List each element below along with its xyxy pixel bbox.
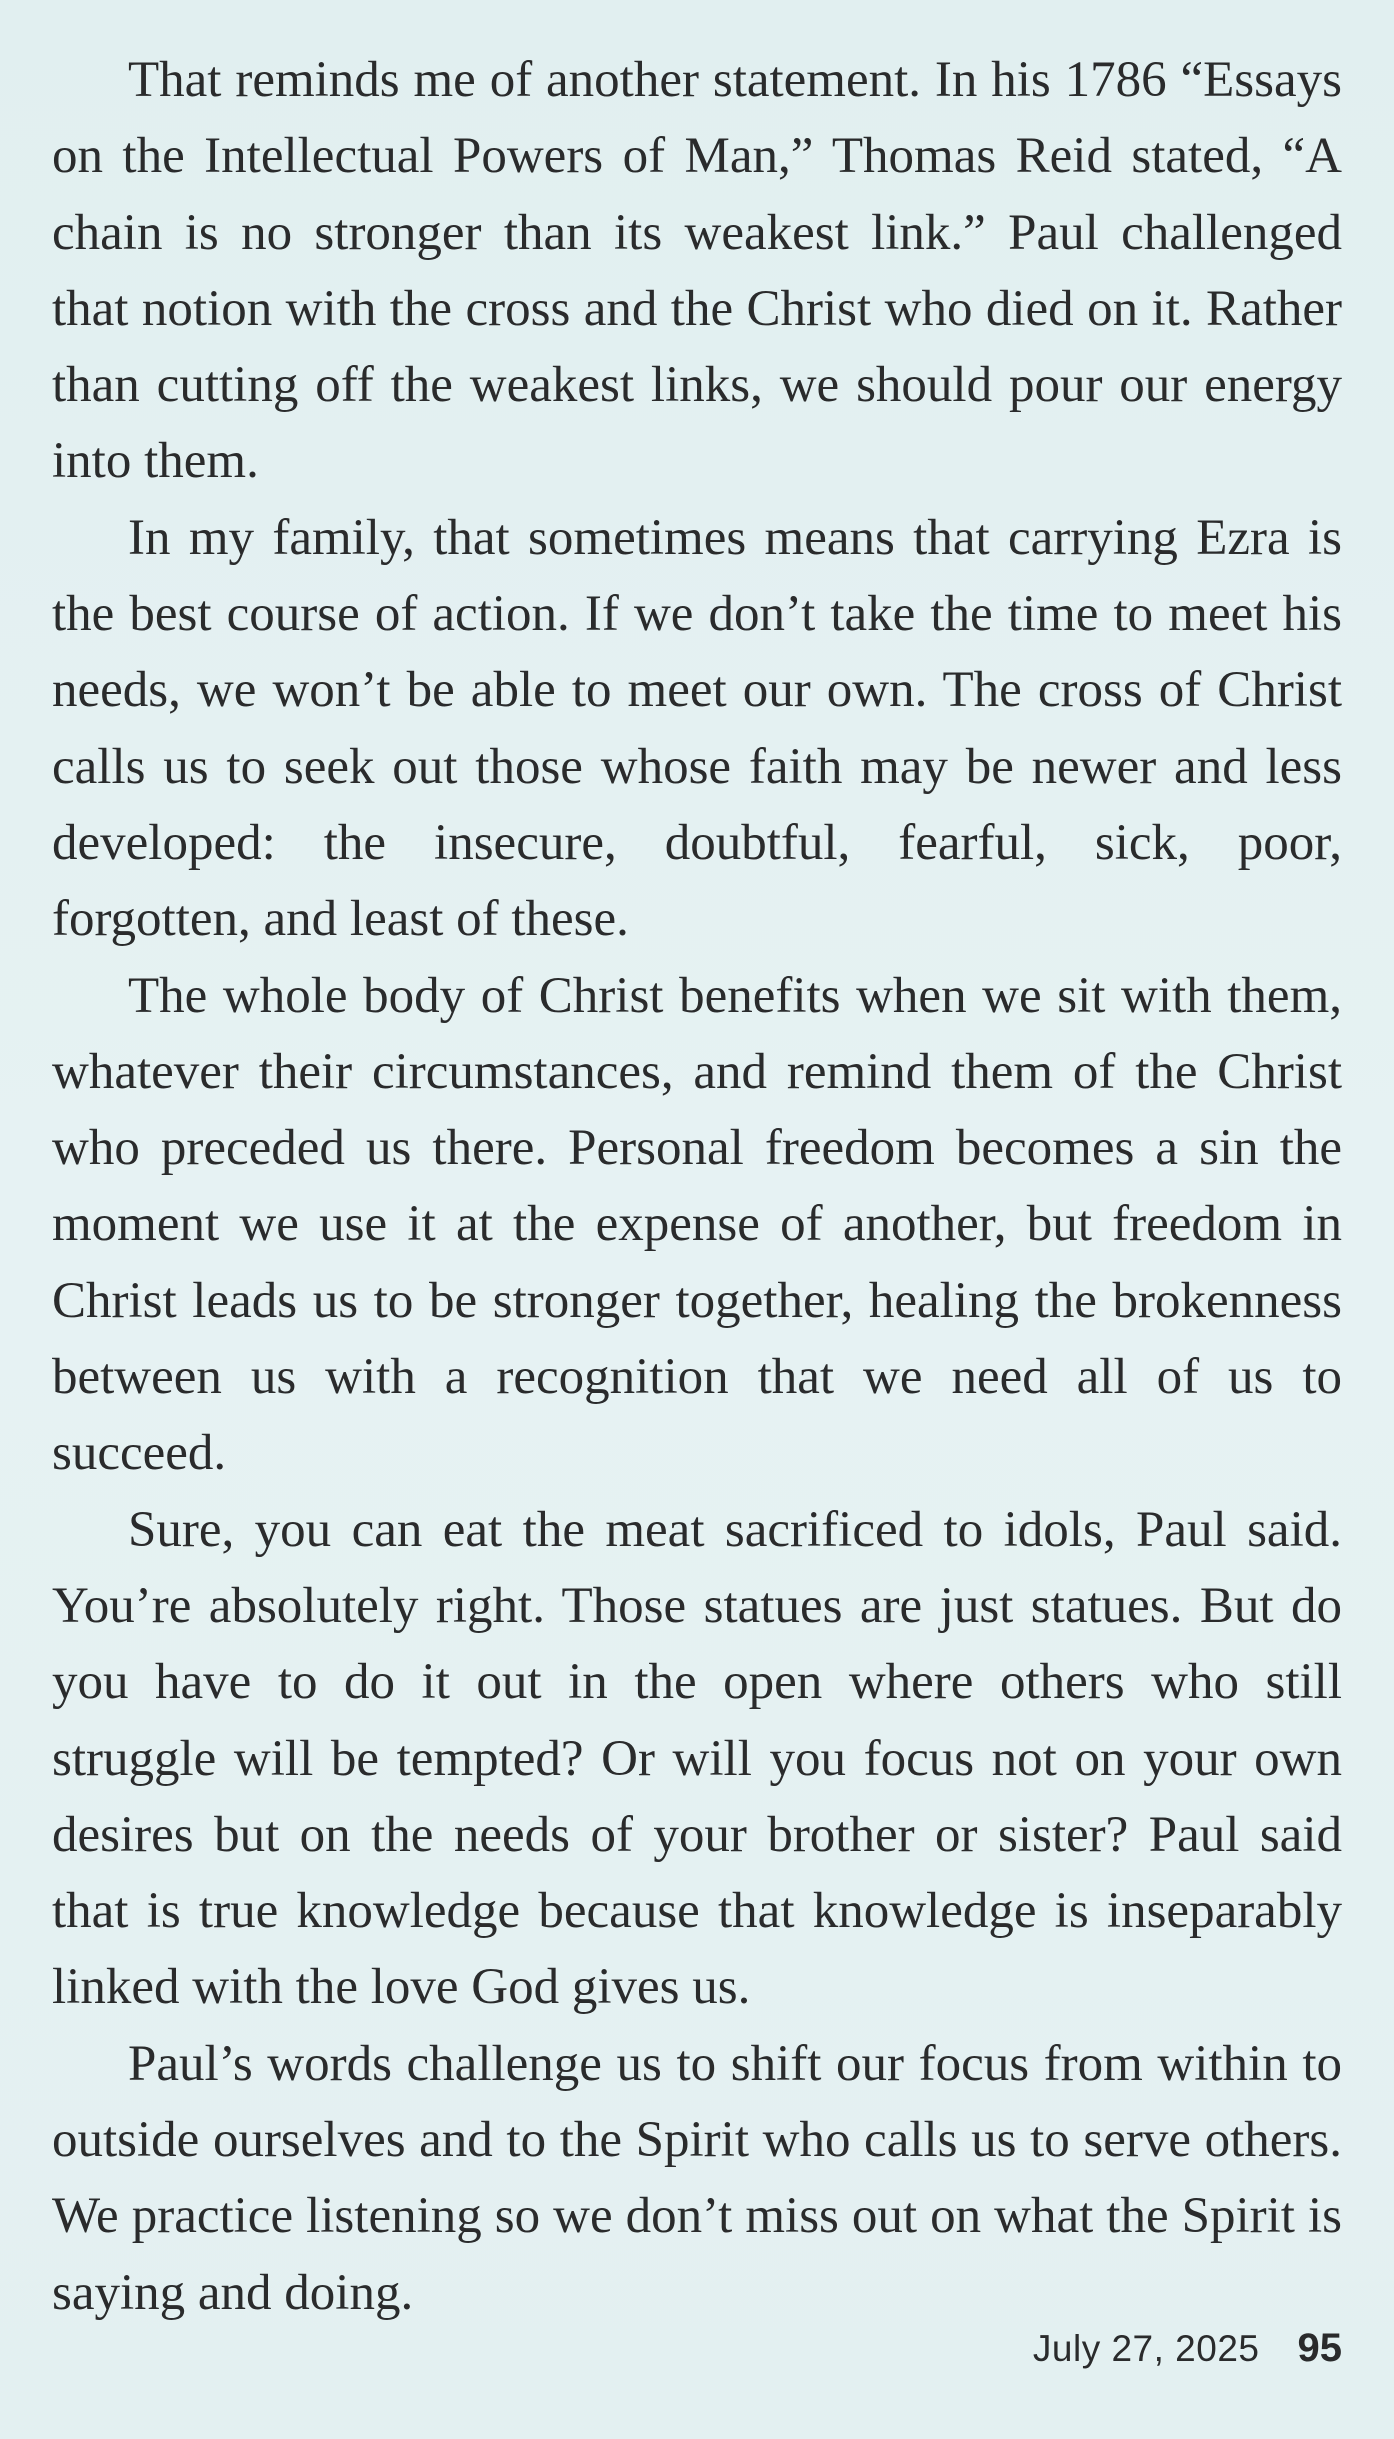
paragraph-2: In my family, that sometimes means that carrying Ezra is the best course of action. If we don’t take the time to meet his needs, we won’t be able to meet our own. The cross of Christ calls us to seek out those whose faith may be newer and less developed: the insecure, doubtful, fearful, sick, poor, forgotten, and least of these.	[52, 509, 1342, 948]
paragraph-1: That reminds me of another statement. In his 1786 “Essays on the Intellectual Powers of Man,” Thomas Reid stated, “A chain is no stronger than its weakest link.” Paul challenged that notion with the cross and the Christ who died on it. Rather than cutting off the weakest links, we should pour our energy into them.	[52, 52, 1342, 490]
page-number: 95	[1297, 2326, 1342, 2370]
paragraph-3: The whole body of Christ benefits when we sit with them, whatever their circumstances, and remind them of the Christ who preceded us there. Personal freedom becomes a sin the moment we use it at the expense of another, but freedom in Christ leads us to be stronger together, healing the brokenness between us with a recognition that we need all of us to succeed.	[52, 967, 1342, 1482]
body-text	[52, 42, 1342, 2331]
page-footer	[1033, 2326, 1342, 2386]
paragraph-5: Paul’s words challenge us to shift our focus from within to outside ourselves and to the Spirit who calls us to serve others. We practice listening so we don’t miss out on what the Spirit is saying and doing.	[52, 2035, 1342, 2321]
footer-date: July 27, 2025	[1032, 2328, 1260, 2369]
paragraph-4: Sure, you can eat the meat sacrificed to idols, Paul said. You’re absolutely right. Those statues are just statues. But do you have to do it out in the open where others who still struggle will be tempted? Or will you focus not on your own desires but on the needs of your brother or sister? Paul said that is true knowledge because that knowledge is inseparably linked with the love God gives us.	[52, 1501, 1342, 2016]
